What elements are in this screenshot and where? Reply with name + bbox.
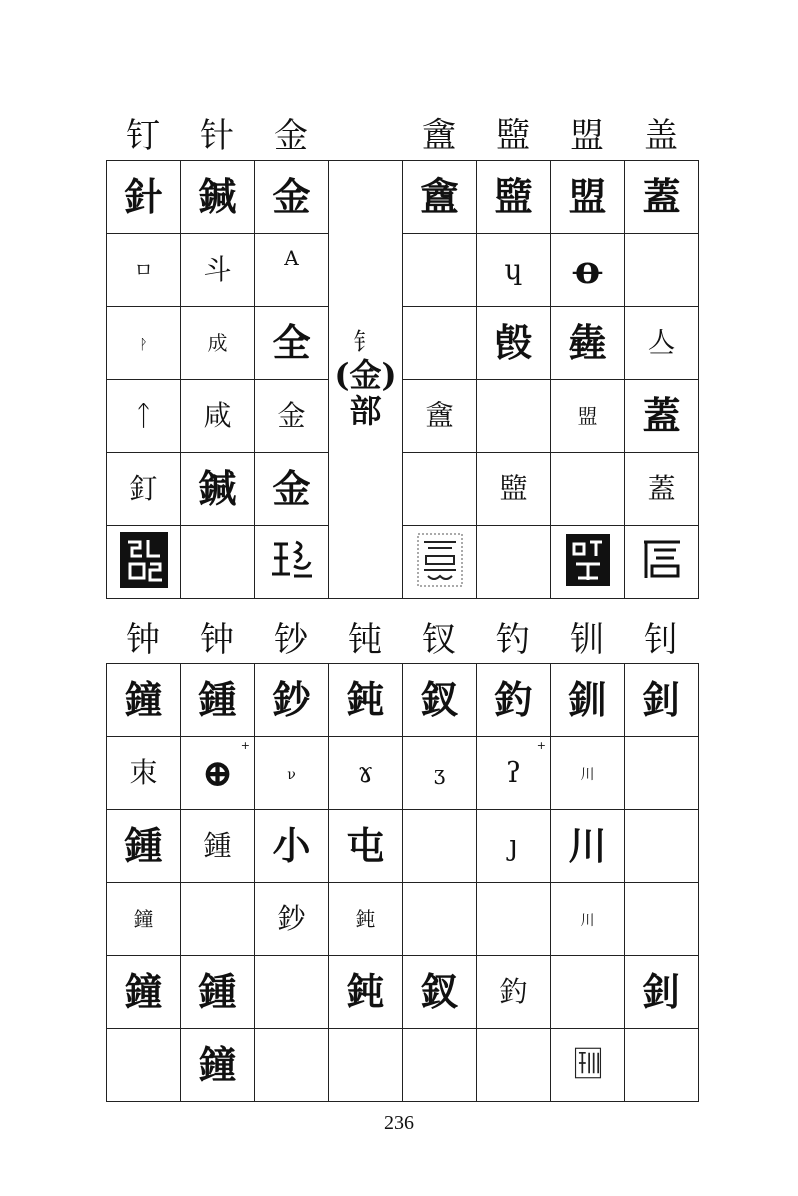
header-char-empty	[328, 112, 402, 152]
glyph-cell	[181, 1029, 255, 1102]
glyph: 釵	[420, 677, 459, 722]
glyph: 蓋	[642, 174, 681, 219]
header-char: 钟	[200, 619, 234, 660]
glyph: 㲃	[494, 320, 533, 365]
glyph-cell	[255, 307, 329, 380]
glyph-cell	[403, 161, 477, 234]
table-row	[107, 234, 699, 307]
glyph-cell	[255, 956, 329, 1029]
section2-glyph-table	[106, 663, 699, 1102]
glyph: 金	[272, 466, 311, 511]
glyph: 川	[580, 766, 595, 783]
glyph-cell	[107, 664, 181, 737]
glyph-cell	[625, 1029, 699, 1102]
glyph-cell	[329, 737, 403, 810]
glyph: 釗	[642, 969, 681, 1014]
glyph: 㽓	[568, 320, 607, 365]
glyph: ɤ	[357, 756, 374, 789]
glyph: ᚹ	[139, 336, 148, 353]
glyph-cell	[107, 234, 181, 307]
glyph-cell	[551, 161, 625, 234]
glyph-cell	[625, 307, 699, 380]
glyph-cell	[403, 737, 477, 810]
glyph: 鈍	[346, 677, 385, 722]
glyph: 盟	[568, 174, 607, 219]
glyph: 鍼	[198, 466, 237, 511]
glyph-cell	[403, 526, 477, 599]
glyph: 釵	[420, 969, 459, 1014]
glyph-cell	[181, 526, 255, 599]
glyph-cell	[477, 526, 551, 599]
header-char: 钓	[496, 619, 530, 660]
glyph-cell	[477, 810, 551, 883]
glyph-cell	[625, 883, 699, 956]
glyph-cell	[107, 1029, 181, 1102]
glyph-cell	[403, 307, 477, 380]
table-row	[107, 1029, 699, 1102]
glyph-cell	[403, 380, 477, 453]
glyph: 釘	[129, 472, 158, 505]
glyph-cell	[181, 380, 255, 453]
glyph-cell	[477, 380, 551, 453]
radical-label	[329, 161, 402, 598]
table-row	[107, 664, 699, 737]
glyph: 鈍	[346, 969, 385, 1014]
glyph: 鐘	[124, 677, 163, 722]
glyph-cell	[551, 956, 625, 1029]
glyph-cell	[255, 810, 329, 883]
glyph-cell	[329, 810, 403, 883]
glyph-cell	[477, 956, 551, 1029]
radical-middle: (金)	[334, 355, 397, 394]
glyph: ꝋ	[572, 247, 603, 292]
glyph-cell	[255, 161, 329, 234]
glyph-cell	[551, 883, 625, 956]
seal-stamp-icon	[118, 530, 170, 590]
section1-header-row	[106, 112, 698, 156]
glyph: 鐘	[198, 1042, 237, 1087]
glyph-cell	[625, 453, 699, 526]
glyph: 小	[272, 823, 311, 868]
glyph-cell	[107, 307, 181, 380]
header-char: 盖	[644, 115, 678, 156]
glyph-cell	[477, 307, 551, 380]
table-row	[107, 883, 699, 956]
glyph: 金	[277, 399, 306, 432]
glyph: 釗	[642, 677, 681, 722]
glyph-cell	[477, 161, 551, 234]
glyph-cell	[181, 161, 255, 234]
header-char: 针	[200, 115, 234, 156]
header-char: 盟	[570, 115, 604, 156]
glyph-cell	[625, 810, 699, 883]
header-char: 钟	[126, 619, 160, 660]
glyph-cell	[403, 234, 477, 307]
glyph: 釣	[499, 975, 528, 1008]
glyph-cell	[255, 883, 329, 956]
glyph: 蓋	[642, 393, 681, 438]
radical-top: 钅	[353, 327, 378, 356]
glyph: 鐘	[124, 969, 163, 1014]
header-char: 金	[274, 115, 308, 156]
glyph-cell	[477, 234, 551, 307]
glyph: 鈔	[277, 902, 306, 935]
glyph-cell	[625, 380, 699, 453]
header-char: 钊	[644, 619, 678, 660]
header-char: 钝	[348, 619, 382, 660]
glyph-cell	[551, 307, 625, 380]
glyph: 鈔	[272, 677, 311, 722]
glyph: ɥ	[504, 253, 523, 286]
radical-cell	[329, 161, 403, 599]
glyph-cell	[181, 810, 255, 883]
glyph-cell	[181, 453, 255, 526]
glyph: 屯	[346, 823, 385, 868]
plus-mark-icon: +	[536, 739, 546, 752]
glyph-cell	[255, 737, 329, 810]
glyph-cell	[107, 956, 181, 1029]
header-char: 钏	[570, 619, 604, 660]
glyph: 鍾	[203, 829, 232, 862]
glyph: ʔ	[505, 756, 521, 789]
glyph: ᛏ	[135, 399, 152, 432]
glyph-cell	[329, 956, 403, 1029]
table-row	[107, 453, 699, 526]
glyph-cell	[477, 737, 551, 810]
table-row	[107, 956, 699, 1029]
glyph-cell	[477, 664, 551, 737]
header-char: 盦	[422, 115, 456, 156]
glyph-cell	[181, 956, 255, 1029]
glyph: 鍼	[198, 174, 237, 219]
glyph: 川	[580, 912, 595, 929]
glyph: 蓋	[647, 472, 676, 505]
glyph-cell	[477, 1029, 551, 1102]
glyph-cell	[551, 453, 625, 526]
glyph: 針	[124, 174, 163, 219]
glyph-cell	[551, 737, 625, 810]
glyph-cell	[255, 664, 329, 737]
header-char: 盬	[496, 115, 530, 156]
glyph: 盟	[577, 403, 598, 428]
glyph-cell	[255, 234, 329, 307]
glyph-cell	[181, 307, 255, 380]
table-row	[107, 526, 699, 599]
glyph-cell	[255, 453, 329, 526]
header-char: 钞	[274, 619, 308, 660]
section1-glyph-table	[106, 160, 699, 599]
glyph-cell	[551, 380, 625, 453]
seal-stamp-icon	[570, 1046, 606, 1080]
glyph-cell	[625, 956, 699, 1029]
seal-glyph-icon	[636, 530, 688, 590]
glyph-cell	[255, 1029, 329, 1102]
glyph: 成	[207, 330, 228, 355]
seal-stamp-icon	[562, 530, 614, 590]
header-char: 钗	[422, 619, 456, 660]
glyph-cell	[403, 810, 477, 883]
glyph-cell	[107, 883, 181, 956]
glyph: 朿	[129, 756, 158, 789]
glyph-cell	[181, 664, 255, 737]
glyph-cell	[551, 234, 625, 307]
glyph: 亼	[647, 326, 676, 359]
glyph-cell	[625, 161, 699, 234]
glyph-cell	[551, 1029, 625, 1102]
glyph-cell	[255, 526, 329, 599]
seal-stamp-icon	[414, 530, 466, 590]
glyph: ʒ	[433, 760, 446, 785]
glyph: 川	[568, 823, 607, 868]
glyph: 鍾	[198, 677, 237, 722]
glyph-cell	[403, 1029, 477, 1102]
glyph: ⊕	[201, 750, 234, 795]
glyph-cell	[551, 664, 625, 737]
glyph-cell	[107, 161, 181, 234]
section2-header-row	[106, 616, 698, 660]
glyph-cell	[107, 810, 181, 883]
glyph-cell	[551, 810, 625, 883]
page-number: 236	[384, 1112, 414, 1134]
glyph-cell	[329, 883, 403, 956]
glyph: ㅁ	[133, 257, 154, 282]
glyph: 釣	[494, 677, 533, 722]
glyph: ν	[287, 766, 296, 783]
glyph-cell	[329, 664, 403, 737]
glyph: 鈍	[355, 906, 376, 931]
glyph-cell	[181, 234, 255, 307]
glyph: 全	[272, 320, 311, 365]
table-row	[107, 810, 699, 883]
glyph: 釧	[568, 677, 607, 722]
glyph-cell	[625, 234, 699, 307]
glyph-cell	[107, 526, 181, 599]
glyph: 鍾	[198, 969, 237, 1014]
glyph-cell	[403, 956, 477, 1029]
table-row	[107, 380, 699, 453]
header-char: 钉	[126, 115, 160, 156]
table-row	[107, 161, 699, 234]
glyph-cell	[107, 453, 181, 526]
glyph: ȷ	[509, 829, 518, 862]
glyph-cell	[477, 453, 551, 526]
table-row	[107, 307, 699, 380]
glyph: 咸	[203, 399, 232, 432]
glyph: 盬	[494, 174, 533, 219]
glyph-cell	[181, 883, 255, 956]
glyph: 盦	[420, 174, 459, 219]
glyph: 金	[272, 174, 311, 219]
glyph-cell	[625, 526, 699, 599]
glyph-cell	[625, 737, 699, 810]
glyph: 斗	[203, 253, 232, 286]
table-row	[107, 737, 699, 810]
glyph-cell	[181, 737, 255, 810]
glyph-cell	[403, 453, 477, 526]
plus-mark-icon: +	[240, 739, 250, 752]
glyph-cell	[403, 883, 477, 956]
glyph-cell	[255, 380, 329, 453]
glyph-cell	[625, 664, 699, 737]
glyph-cell	[107, 380, 181, 453]
glyph: 鍾	[124, 823, 163, 868]
glyph-cell	[477, 883, 551, 956]
glyph: 盬	[499, 472, 528, 505]
glyph: 鐘	[133, 906, 154, 931]
radical-bottom: 部	[349, 392, 382, 431]
glyph: 盦	[425, 399, 454, 432]
glyph-cell	[551, 526, 625, 599]
glyph-cell	[329, 1029, 403, 1102]
seal-glyph-icon	[266, 530, 318, 590]
glyph: A	[284, 245, 299, 270]
glyph-cell	[107, 737, 181, 810]
glyph-cell	[403, 664, 477, 737]
